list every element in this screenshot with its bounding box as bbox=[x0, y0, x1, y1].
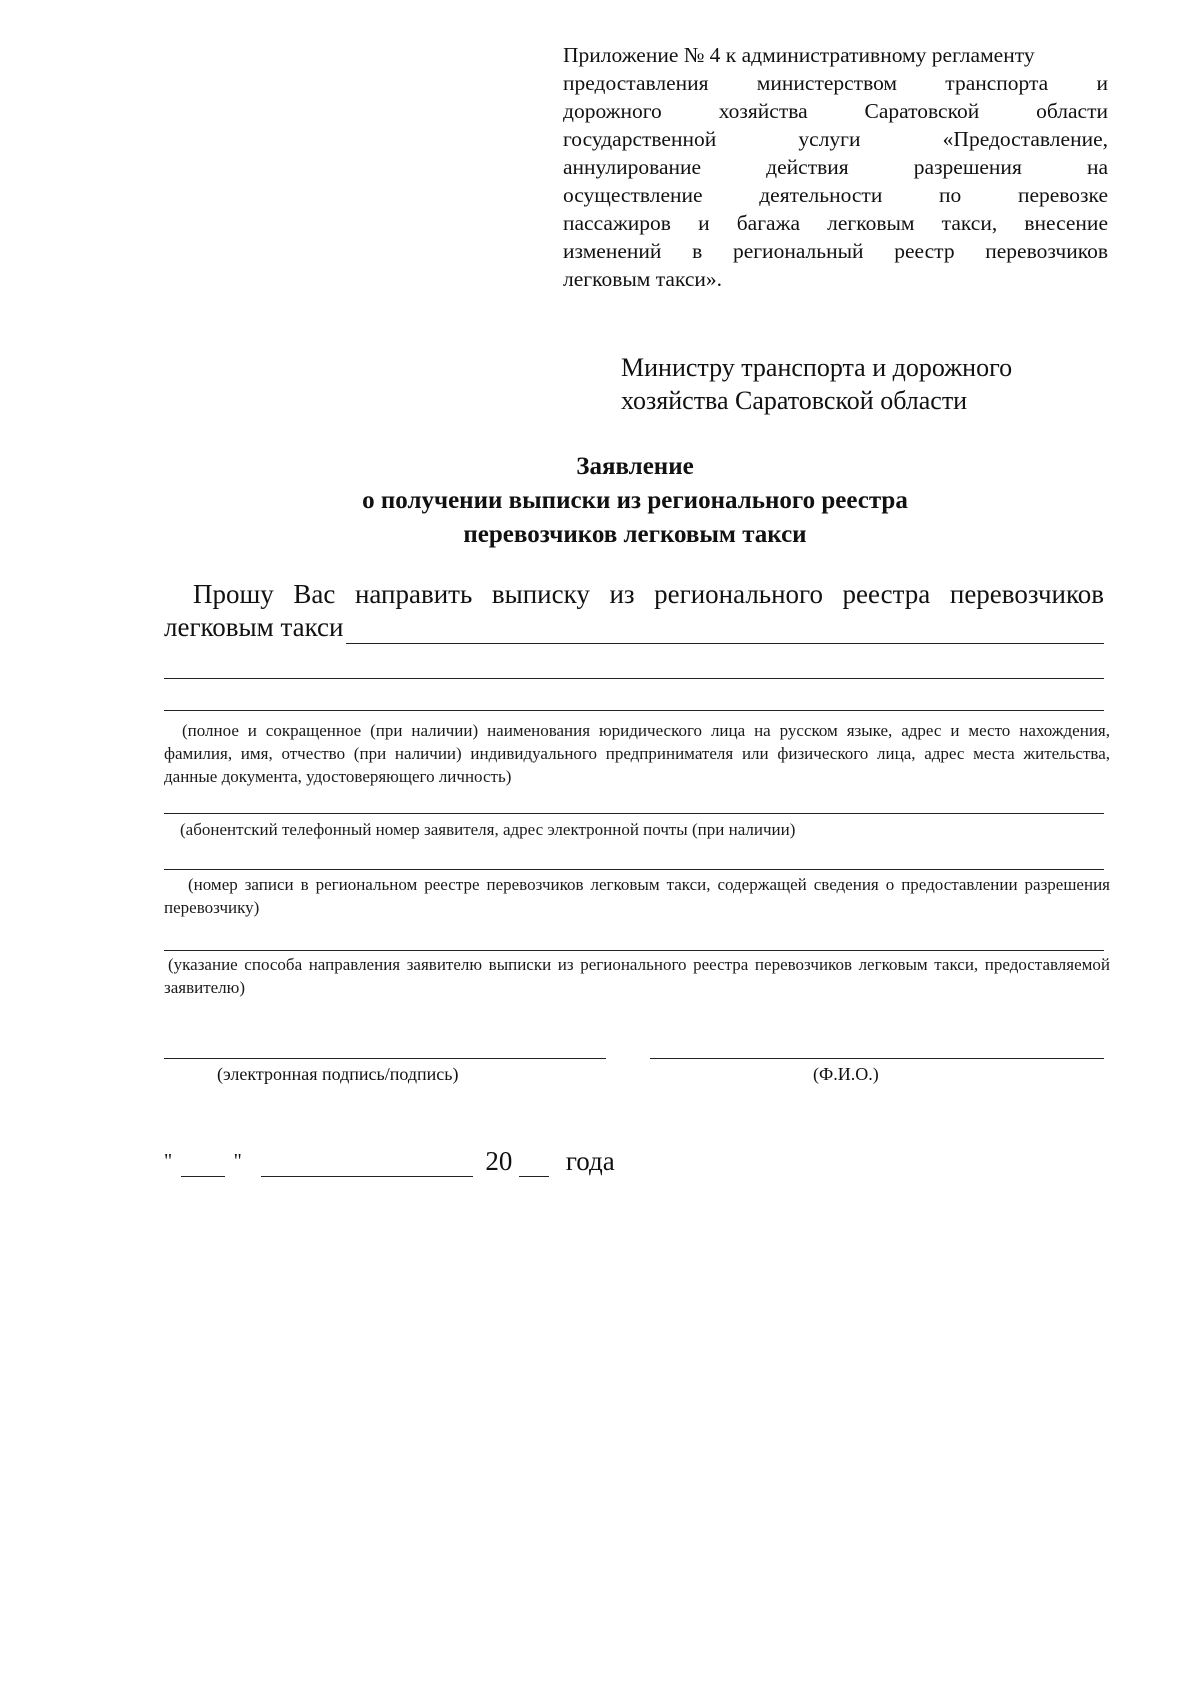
appendix-line: пассажиров и багажа легковым такси, внесение bbox=[563, 211, 1108, 235]
signature-field[interactable] bbox=[164, 1058, 606, 1059]
day-field[interactable] bbox=[181, 1150, 225, 1177]
addressee bbox=[621, 351, 1101, 417]
applicant-details-field[interactable] bbox=[164, 710, 1104, 711]
addressee-line: хозяйства Саратовской области bbox=[621, 386, 968, 415]
appendix-line: государственной услуги «Предоставление, bbox=[563, 127, 1108, 151]
month-field[interactable] bbox=[261, 1150, 473, 1177]
signature-caption: (электронная подпись/подпись) bbox=[217, 1064, 459, 1084]
registry-record-field[interactable] bbox=[164, 869, 1104, 870]
appendix-line: осуществление деятельности по перевозке bbox=[563, 183, 1108, 207]
date-line bbox=[164, 1145, 615, 1177]
full-name-caption: (Ф.И.О.) bbox=[813, 1064, 879, 1084]
appendix-note bbox=[563, 41, 1108, 293]
appendix-line: изменений в региональный реестр перевозчиков bbox=[563, 239, 1108, 263]
year-field[interactable] bbox=[519, 1150, 549, 1177]
request-paragraph bbox=[164, 578, 1104, 644]
document-title: Заявление bbox=[576, 453, 694, 480]
registry-record-caption: (номер записи в региональном реестре перевозчиков легковым такси, содержащей сведения о предоставлении разрешения перевозчику) bbox=[164, 875, 1110, 917]
applicant-details-field[interactable] bbox=[164, 678, 1104, 679]
quote-open: " bbox=[164, 1150, 173, 1172]
request-line-2 bbox=[164, 611, 1104, 644]
document-subtitle: перевозчиков легковым такси bbox=[463, 521, 807, 548]
appendix-line: легковым такси». bbox=[563, 267, 723, 291]
quote-close: " bbox=[233, 1150, 242, 1172]
addressee-line: Министру транспорта и дорожного bbox=[621, 353, 1013, 382]
appendix-line: Приложение № 4 к административному регламенту bbox=[563, 43, 1035, 67]
applicant-name-field[interactable] bbox=[346, 617, 1105, 644]
delivery-method-field[interactable] bbox=[164, 950, 1104, 951]
appendix-line: предоставления министерством транспорта и bbox=[563, 71, 1108, 95]
request-text: Прошу Вас направить выписку из регионального реестра перевозчиков bbox=[193, 579, 1104, 609]
appendix-line: дорожного хозяйства Саратовской области bbox=[563, 99, 1108, 123]
document-subtitle: о получении выписки из регионального реестра bbox=[362, 487, 908, 514]
full-name-field[interactable] bbox=[650, 1058, 1104, 1059]
appendix-line: аннулирование действия разрешения на bbox=[563, 155, 1108, 179]
delivery-method-caption: (указание способа направления заявителю выписки из регионального реестра перевозчиков легковым такси, предоставляемой заявителю) bbox=[164, 955, 1110, 997]
request-text: легковым такси bbox=[164, 612, 344, 642]
year-prefix: 20 bbox=[485, 1146, 513, 1176]
contacts-caption: (абонентский телефонный номер заявителя, адрес электронной почты (при наличии) bbox=[180, 820, 796, 839]
contacts-field[interactable] bbox=[164, 813, 1104, 814]
applicant-caption: (полное и сокращенное (при наличии) наименования юридического лица на русском языке, адрес и место нахождения, фамилия, имя, отчество (при наличии) индивидуального предпринимателя или физического лица, адрес места жительства, данные документа, удостоверяющего личность) bbox=[164, 721, 1110, 786]
year-suffix: года bbox=[565, 1146, 615, 1176]
